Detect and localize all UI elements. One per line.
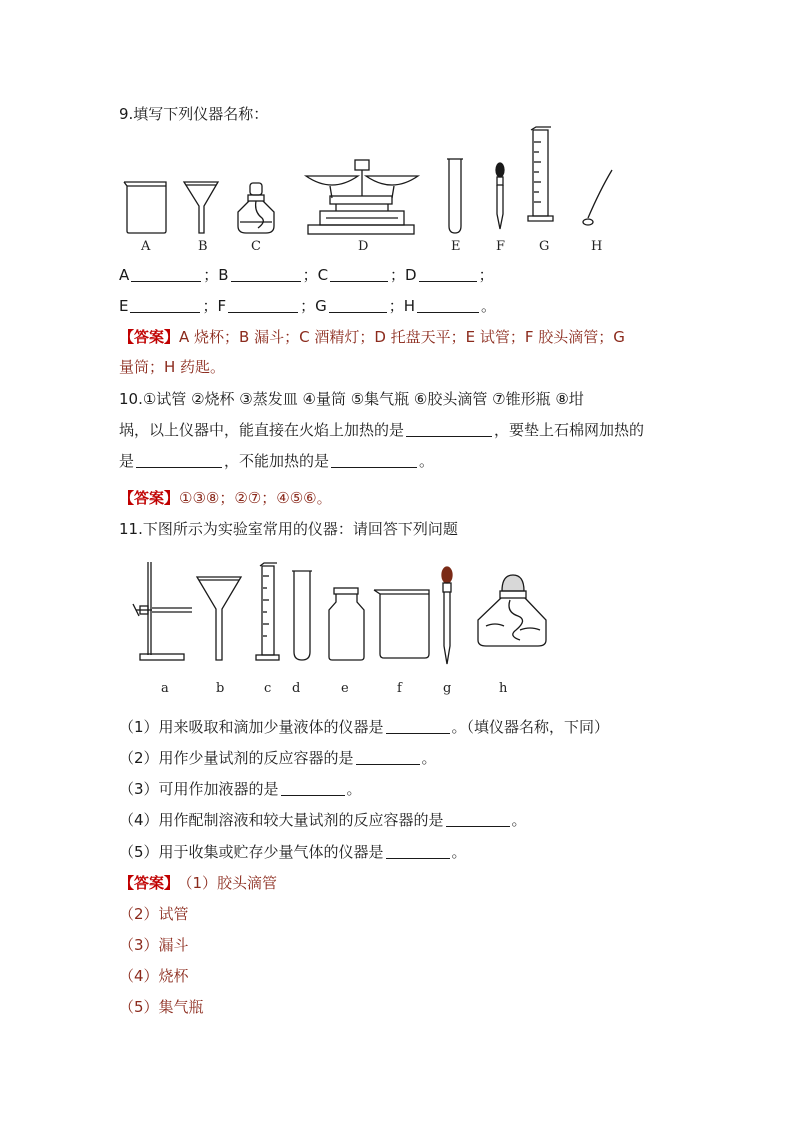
label-b: B: [198, 239, 208, 254]
answer-tag: 【答案】: [119, 489, 180, 507]
graduated-cylinder-icon: [256, 563, 279, 660]
label-d: d: [292, 681, 301, 696]
answer-tag: 【答案】: [119, 328, 180, 346]
q10-answer: 【答案】①③⑧；②⑦；④⑤⑥。: [119, 489, 332, 507]
label-g: g: [443, 681, 452, 696]
q11-answer-5: （5）集气瓶: [119, 998, 204, 1016]
dropper-icon: [442, 567, 452, 664]
label-d: D: [358, 239, 369, 254]
blank-q11-1[interactable]: [386, 718, 450, 734]
q11-question-3: （3）可用作加液器的是 。: [119, 780, 362, 798]
q11-answer-1: 【答案】 （1）胶头滴管: [119, 874, 278, 892]
q9-fill-row-2: E ；F ；G ；H 。: [119, 297, 497, 315]
label-a: A: [141, 239, 151, 254]
blank-q11-3[interactable]: [281, 780, 345, 796]
label-e: E: [451, 239, 461, 254]
label-f: F: [496, 239, 506, 254]
label-c: C: [251, 239, 261, 254]
label-h: h: [499, 681, 508, 696]
q9-answer-line-2: 量筒；H 药匙。: [119, 358, 226, 376]
q10-line-1: 10.①试管 ②烧杯 ③蒸发皿 ④量筒 ⑤集气瓶 ⑥胶头滴管 ⑦锥形瓶 ⑧坩: [119, 390, 584, 408]
q11-answer-4: （4）烧杯: [119, 967, 189, 985]
beaker-icon: [374, 590, 429, 658]
answer-tag: 【答案】: [119, 874, 180, 892]
q11-question-2: （2）用作少量试剂的反应容器的是 。: [119, 749, 437, 767]
label-g: G: [539, 239, 550, 254]
q11-title: 11.下图所示为实验室常用的仪器：请回答下列问题: [119, 520, 458, 538]
q11-answer-2: （2）试管: [119, 905, 189, 923]
blank-q11-5[interactable]: [386, 843, 450, 859]
label-b: b: [216, 681, 225, 696]
q9-fill-row-1: A ；B ；C ；D ；: [119, 266, 494, 284]
label-h: H: [591, 239, 603, 254]
q11-question-4: （4）用作配制溶液和较大量试剂的反应容器的是 。: [119, 811, 527, 829]
q11-answer-3: （3）漏斗: [119, 936, 189, 954]
q9-title: 9.填写下列仪器名称：: [119, 105, 269, 123]
q10-line-2: 埚，以上仪器中，能直接在火焰上加热的是 ，要垫上石棉网加热的: [119, 421, 645, 439]
funnel-icon: [197, 577, 241, 660]
q9-answer-line-1: 【答案】A 烧杯；B 漏斗；C 酒精灯；D 托盘天平；E 试管；F 胶头滴管；G: [119, 328, 625, 346]
q11-question-5: （5）用于收集或贮存少量气体的仪器是 。: [119, 843, 467, 861]
iron-stand-icon: [133, 562, 192, 660]
blank-q11-2[interactable]: [356, 749, 420, 765]
gas-collecting-bottle-icon: [329, 588, 364, 660]
test-tube-icon: [292, 571, 312, 660]
q10-line-3: 是 ，不能加热的是 。: [119, 452, 435, 470]
label-c: c: [264, 681, 272, 696]
label-e: e: [341, 681, 349, 696]
blank-q11-4[interactable]: [446, 811, 510, 827]
label-a: a: [161, 681, 169, 696]
alcohol-lamp-icon: [478, 575, 546, 646]
q11-question-1: （1）用来吸取和滴加少量液体的仪器是 。（填仪器名称，下同）: [119, 718, 610, 736]
label-f: f: [397, 681, 402, 696]
